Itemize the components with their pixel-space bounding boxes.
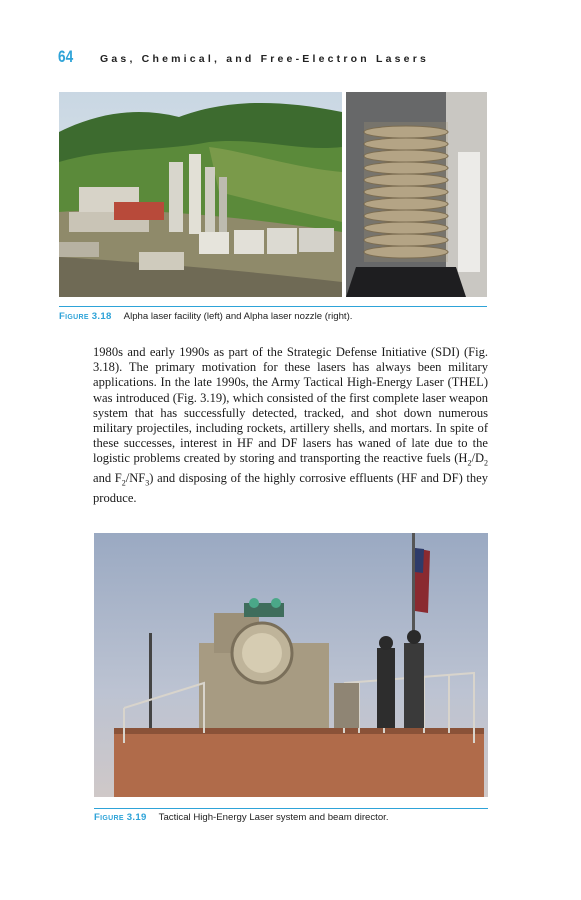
running-title: Gas, Chemical, and Free-Electron Lasers [100, 53, 430, 65]
page-number: 64 [58, 47, 74, 66]
figure-3-19-rule [94, 808, 488, 809]
running-header [58, 47, 429, 67]
thel-system-photo [94, 533, 488, 797]
alpha-laser-facility-photo [59, 92, 342, 297]
body-paragraph-text: 1980s and early 1990s as part of the Strategic Defense Initiative (SDI) (Fig. 3.18). The primary motivation for these lasers has always been military applications. In the late 1990s, the Army Tactical High-Energy Laser (THEL) was introduced (Fig. 3.19), which consisted of the first complete laser weapon system that has successfully detected, tracked, and shot down numerous military projectiles, including rockets, artillery shells, and mortars. In spite of these successes, interest in HF and DF lasers has waned of late due to the logistic problems created by storing and transporting the reactive fuels ($H_2/D_2$ and $F_2/NF_3$) and disposing of the highly corrosive effluents (HF and DF) they produce. [93, 345, 488, 505]
figure-3-19-caption-text: Tactical High-Energy Laser system and beam director. [158, 812, 389, 823]
alpha-laser-nozzle-photo [346, 92, 487, 297]
figure-3-18-caption [59, 311, 352, 322]
figure-3-19-label: Figure 3.19 [94, 812, 147, 823]
figure-3-18-caption-text: Alpha laser facility (left) and Alpha laser nozzle (right). [123, 311, 353, 322]
figure-3-19-caption [94, 812, 389, 823]
body-paragraph [93, 345, 488, 506]
figure-3-18-label: Figure 3.18 [59, 311, 112, 322]
figure-3-18-rule [59, 306, 487, 307]
